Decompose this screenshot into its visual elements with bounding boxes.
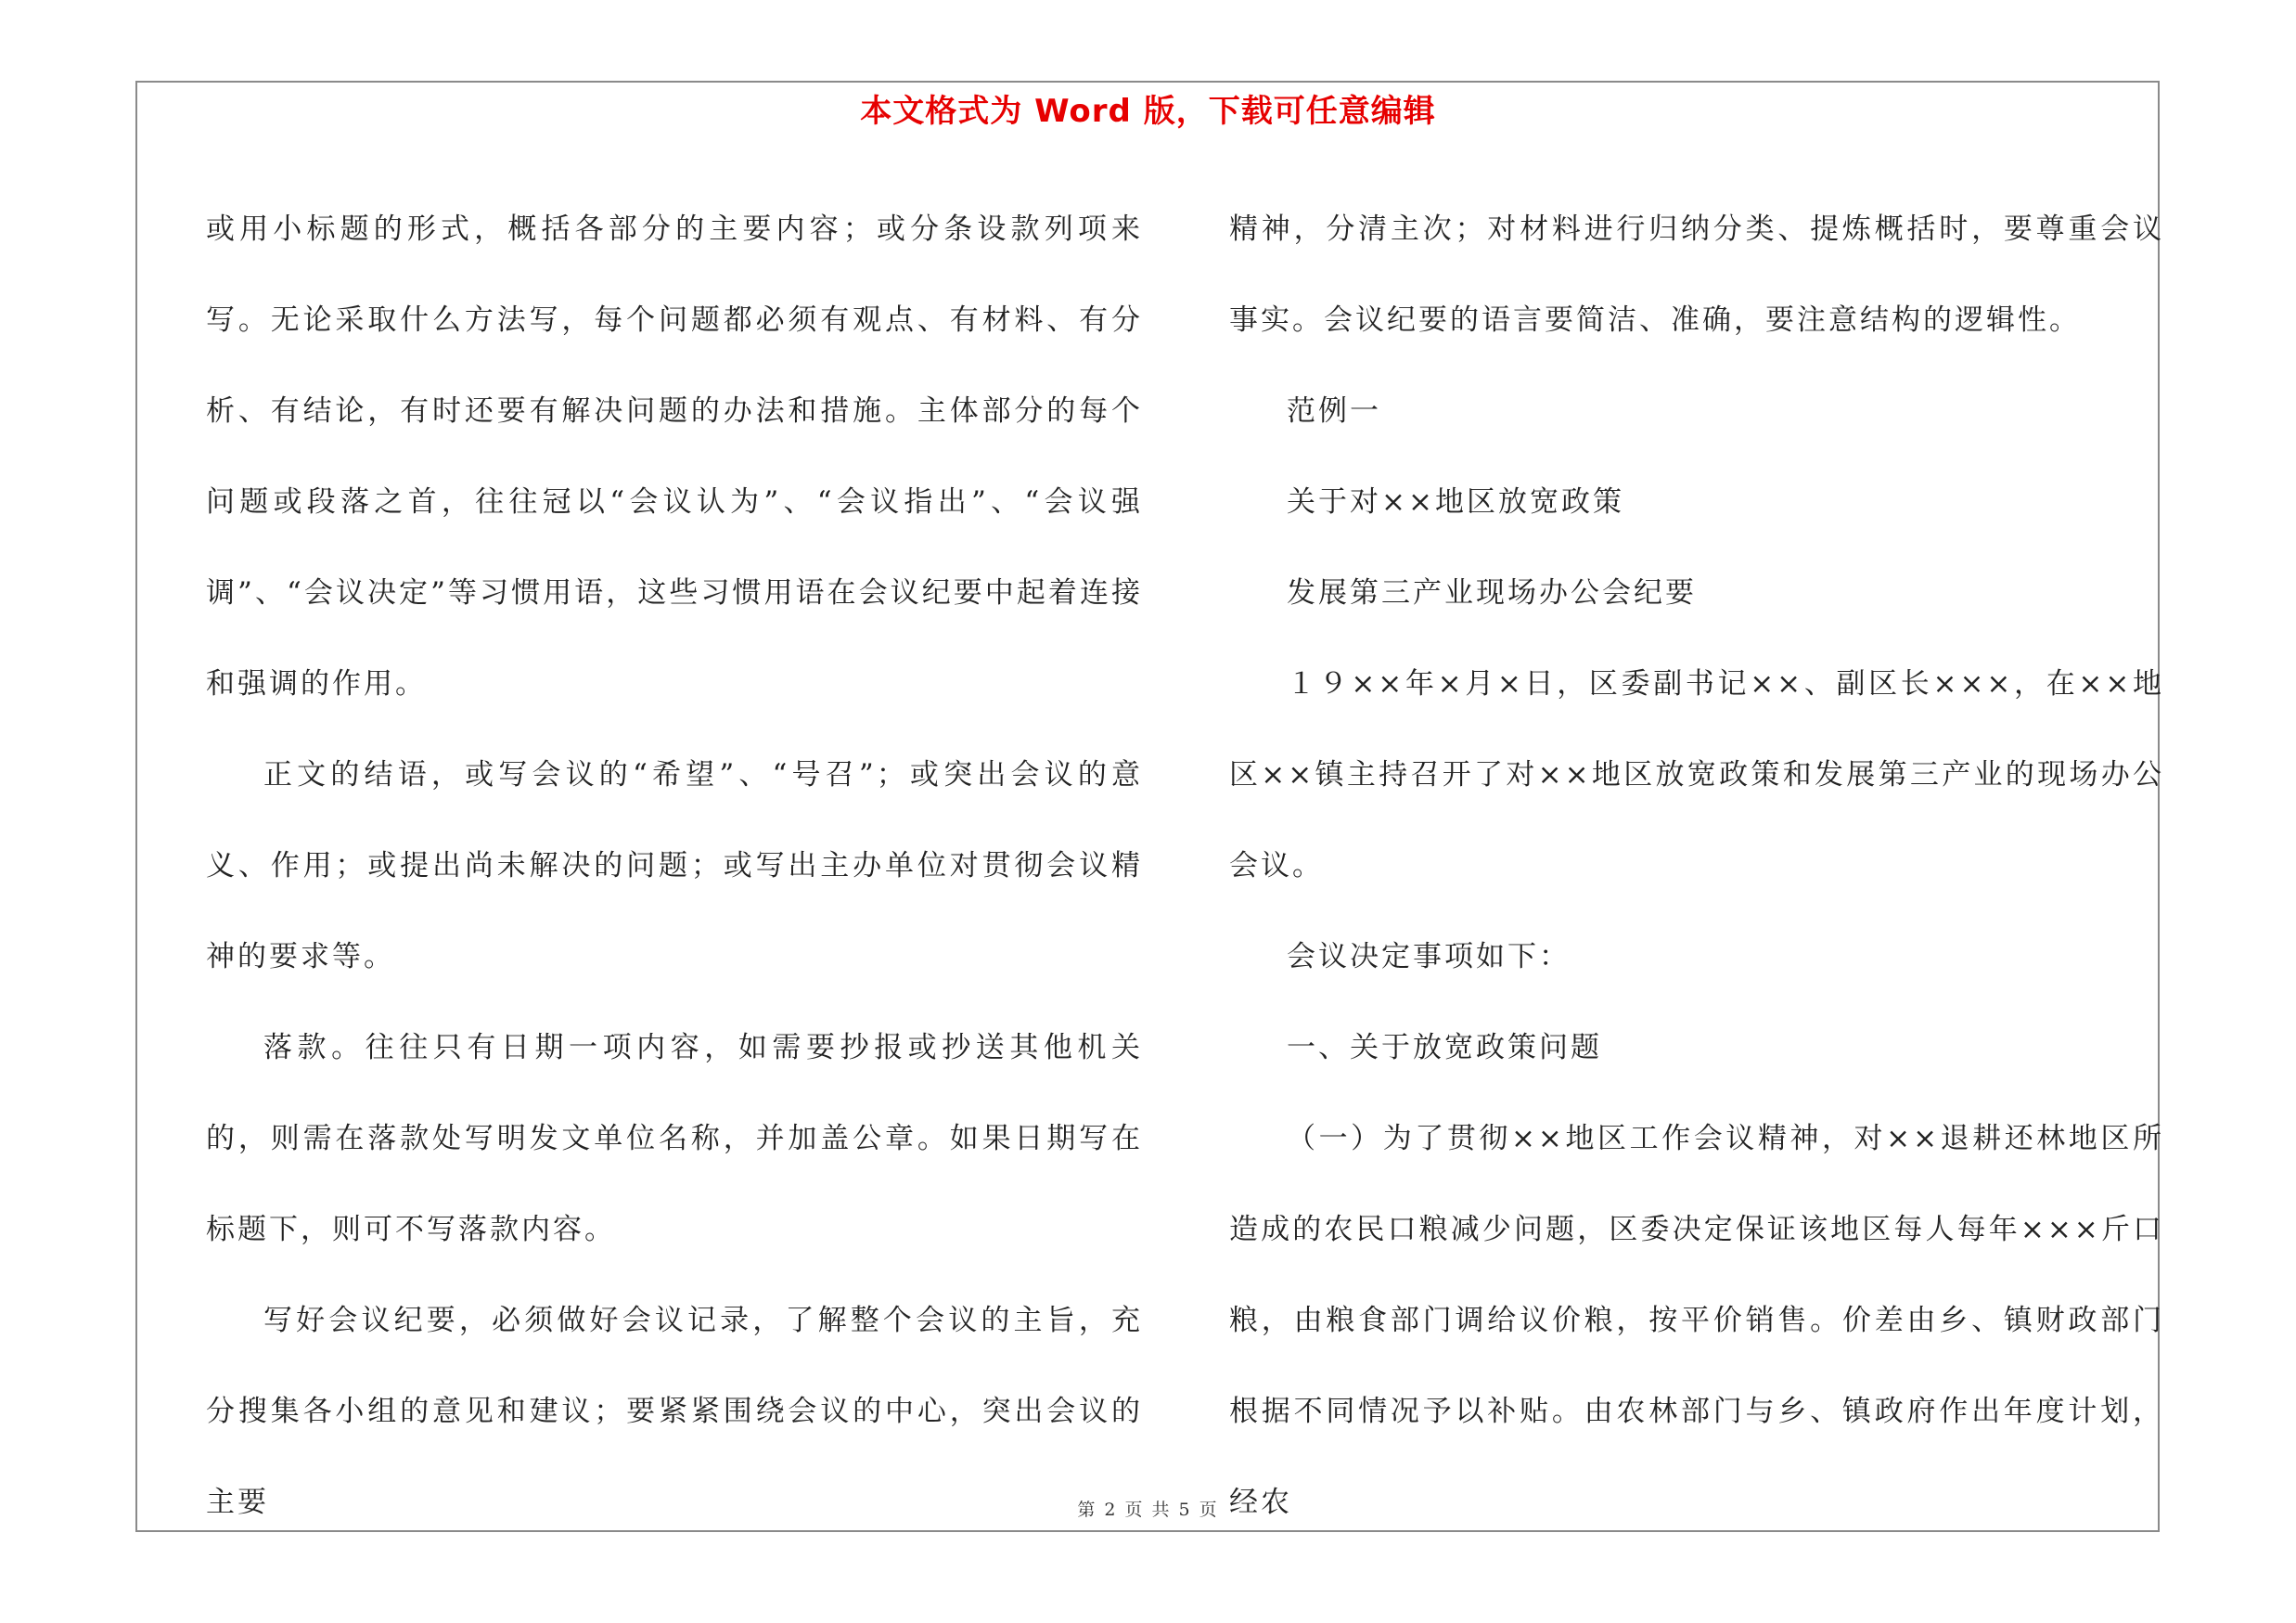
body-paragraph: 正文的结语，或写会议的“希望”、“号召”；或突出会议的意义、作用；或提出尚未解决的问题；或写出主办单位对贯彻会议精神的要求等。 xyxy=(206,758,1143,973)
format-notice-banner: 本文格式为 Word 版，下载可任意编辑 xyxy=(860,93,1436,130)
body-paragraph: 写好会议纪要，必须做好会议记录，了解整个会议的主旨，充分搜集各小组的意见和建议；要紧紧围绕会议的中心，突出会议的主要 xyxy=(206,1304,1143,1519)
body-paragraph: 会议决定事项如下： xyxy=(1287,940,1571,973)
body-paragraph: １９××年×月×日，区委副书记××、副区长×××，在××地区××镇主持召开了对××地区放宽政策和发展第三产业的现场办公会议。 xyxy=(1229,667,2164,882)
example-title-line-1: 关于对××地区放宽政策 xyxy=(1287,485,1624,519)
body-paragraph: 精神，分清主次；对材料进行归纳分类、提炼概括时，要尊重会议事实。会议纪要的语言要简洁、准确，要注意结构的逻辑性。 xyxy=(1229,213,2164,337)
left-column xyxy=(206,184,1143,1548)
page-number: 第 2 页 共 5 页 xyxy=(1077,1500,1219,1520)
body-paragraph: （一）为了贯彻××地区工作会议精神，对××退耕还林地区所造成的农民口粮减少问题，区委决定保证该地区每人每年×××斤口粮，由粮食部门调给议价粮，按平价销售。价差由乡、镇财政部门根据不同情况予以补贴。由农林部门与乡、镇政府作出年度计划，经农 xyxy=(1229,1122,2164,1519)
example-title-line-2: 发展第三产业现场办公会纪要 xyxy=(1287,576,1697,610)
right-column xyxy=(1229,184,2164,1548)
example-label: 范例一 xyxy=(1287,394,1381,428)
section-heading: 一、关于放宽政策问题 xyxy=(1287,1031,1602,1064)
body-paragraph: 落款。往往只有日期一项内容，如需要抄报或抄送其他机关的，则需在落款处写明发文单位名称，并加盖公章。如果日期写在标题下，则可不写落款内容。 xyxy=(206,1031,1143,1246)
body-paragraph: 或用小标题的形式，概括各部分的主要内容；或分条设款列项来写。无论采取什么方法写，每个问题都必须有观点、有材料、有分析、有结论，有时还要有解决问题的办法和措施。主体部分的每个问题或段落之首，往往冠以“会议认为”、“会议指出”、“会议强调”、“会议决定”等习惯用语，这些习惯用语在会议纪要中起着连接和强调的作用。 xyxy=(206,213,1143,701)
